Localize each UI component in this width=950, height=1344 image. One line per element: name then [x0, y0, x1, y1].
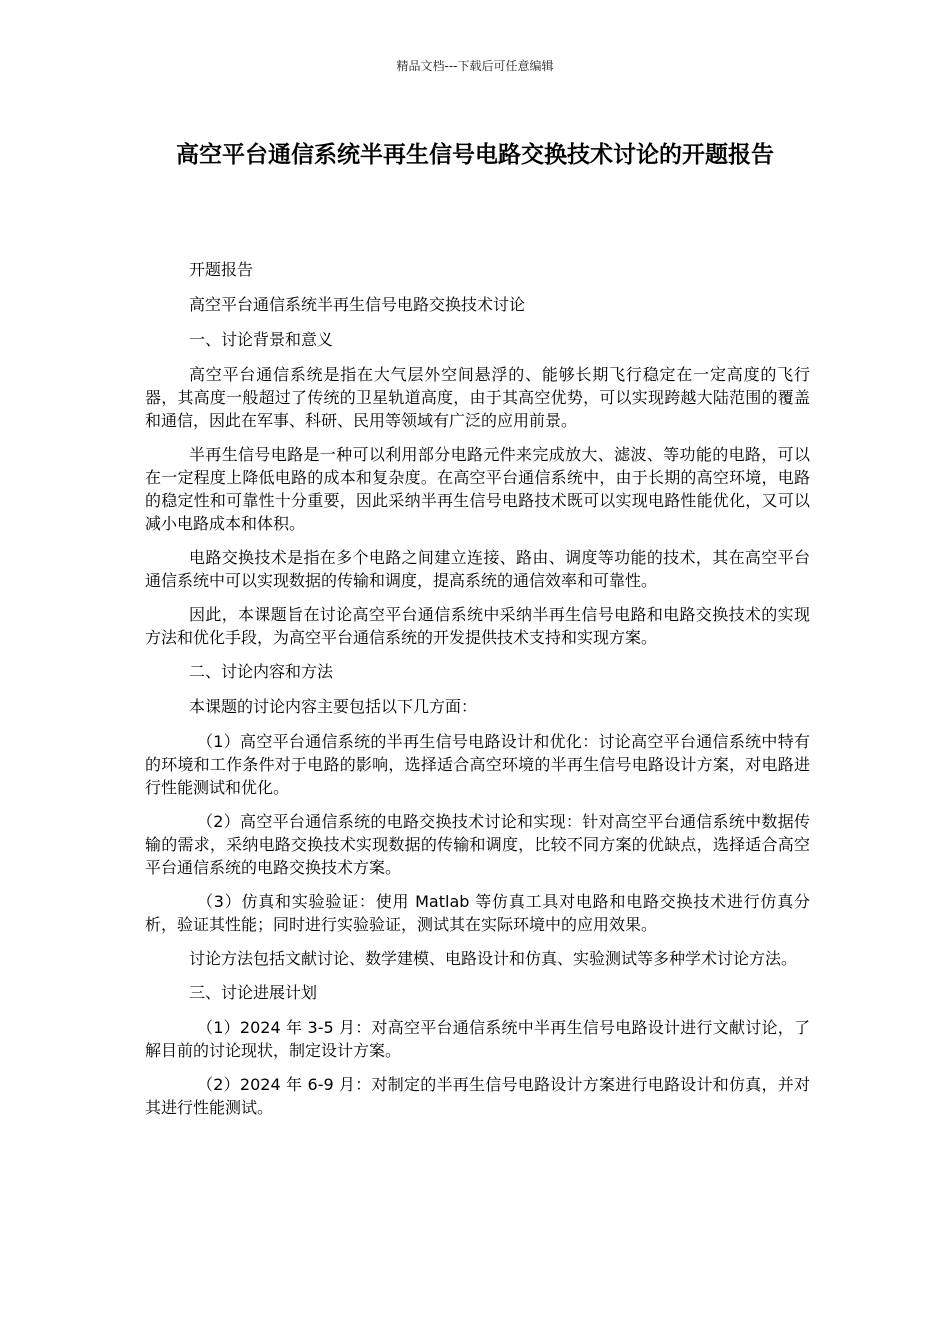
list-item-schedule-1: （1）2024 年 3-5 月：对高空平台通信系统中半再生信号电路设计进行文献讨论，了解目前的讨论现状，制定设计方案。 — [145, 1018, 810, 1060]
paragraph-background-3: 电路交换技术是指在多个电路之间建立连接、路由、调度等功能的技术，其在高空平台通信系统中可以实现数据的传输和调度，提高系统的通信效率和可靠性。 — [145, 548, 810, 590]
header-note: 精品文档---下载后可任意编辑 — [396, 59, 554, 73]
paragraph-methods: 讨论方法包括文献讨论、数学建模、电路设计和仿真、实验测试等多种学术讨论方法。 — [189, 949, 798, 968]
list-item-content-1: （1）高空平台通信系统的半再生信号电路设计和优化：讨论高空平台通信系统中特有的环境和工作条件对于电路的影响，选择适合高空环境的半再生信号电路设计方案，对电路进行性能测试和优化。 — [145, 732, 810, 797]
paragraph-background-2: 半再生信号电路是一种可以利用部分电路元件来完成放大、滤波、等功能的电路，可以在一定程度上降低电路的成本和复杂度。在高空平台通信系统中，由于长期的高空环境，电路的稳定性和可靠性十分重要，因此采纳半再生信号电路技术既可以实现电路性能优化，又可以减小电路成本和体积。 — [145, 445, 810, 533]
document-body — [145, 258, 810, 1130]
section-heading-content: 二、讨论内容和方法 — [189, 662, 334, 681]
section-heading-background: 一、讨论背景和意义 — [189, 330, 334, 349]
list-item-schedule-2: （2）2024 年 6-9 月：对制定的半再生信号电路设计方案进行电路设计和仿真，并对其进行性能测试。 — [145, 1075, 810, 1117]
list-item-content-2: （2）高空平台通信系统的电路交换技术讨论和实现：针对高空平台通信系统中数据传输的需求，采纳电路交换技术实现数据的传输和调度，比较不同方案的优缺点，选择适合高空平台通信系统的电路交换技术方案。 — [145, 812, 810, 877]
document-title: 高空平台通信系统半再生信号电路交换技术讨论的开题报告 — [176, 142, 774, 168]
proposal-label: 开题报告 — [189, 260, 254, 279]
list-item-content-3: （3）仿真和实验验证：使用 Matlab 等仿真工具对电路和电路交换技术进行仿真分析，验证其性能；同时进行实验验证，测试其在实际环境中的应用效果。 — [145, 892, 810, 934]
topic-line: 高空平台通信系统半再生信号电路交换技术讨论 — [189, 295, 526, 314]
paragraph-background-4: 因此，本课题旨在讨论高空平台通信系统中采纳半再生信号电路和电路交换技术的实现方法和优化手段，为高空平台通信系统的开发提供技术支持和实现方案。 — [145, 605, 810, 647]
section-heading-schedule: 三、讨论进展计划 — [189, 983, 318, 1002]
paragraph-content-intro: 本课题的讨论内容主要包括以下几方面： — [189, 697, 478, 716]
paragraph-background-1: 高空平台通信系统是指在大气层外空间悬浮的、能够长期飞行稳定在一定高度的飞行器，其高度一般超过了传统的卫星轨道高度，由于其高空优势，可以实现跨越大陆范围的覆盖和通信，因此在军事、科研、民用等领域有广泛的应用前景。 — [145, 365, 810, 430]
